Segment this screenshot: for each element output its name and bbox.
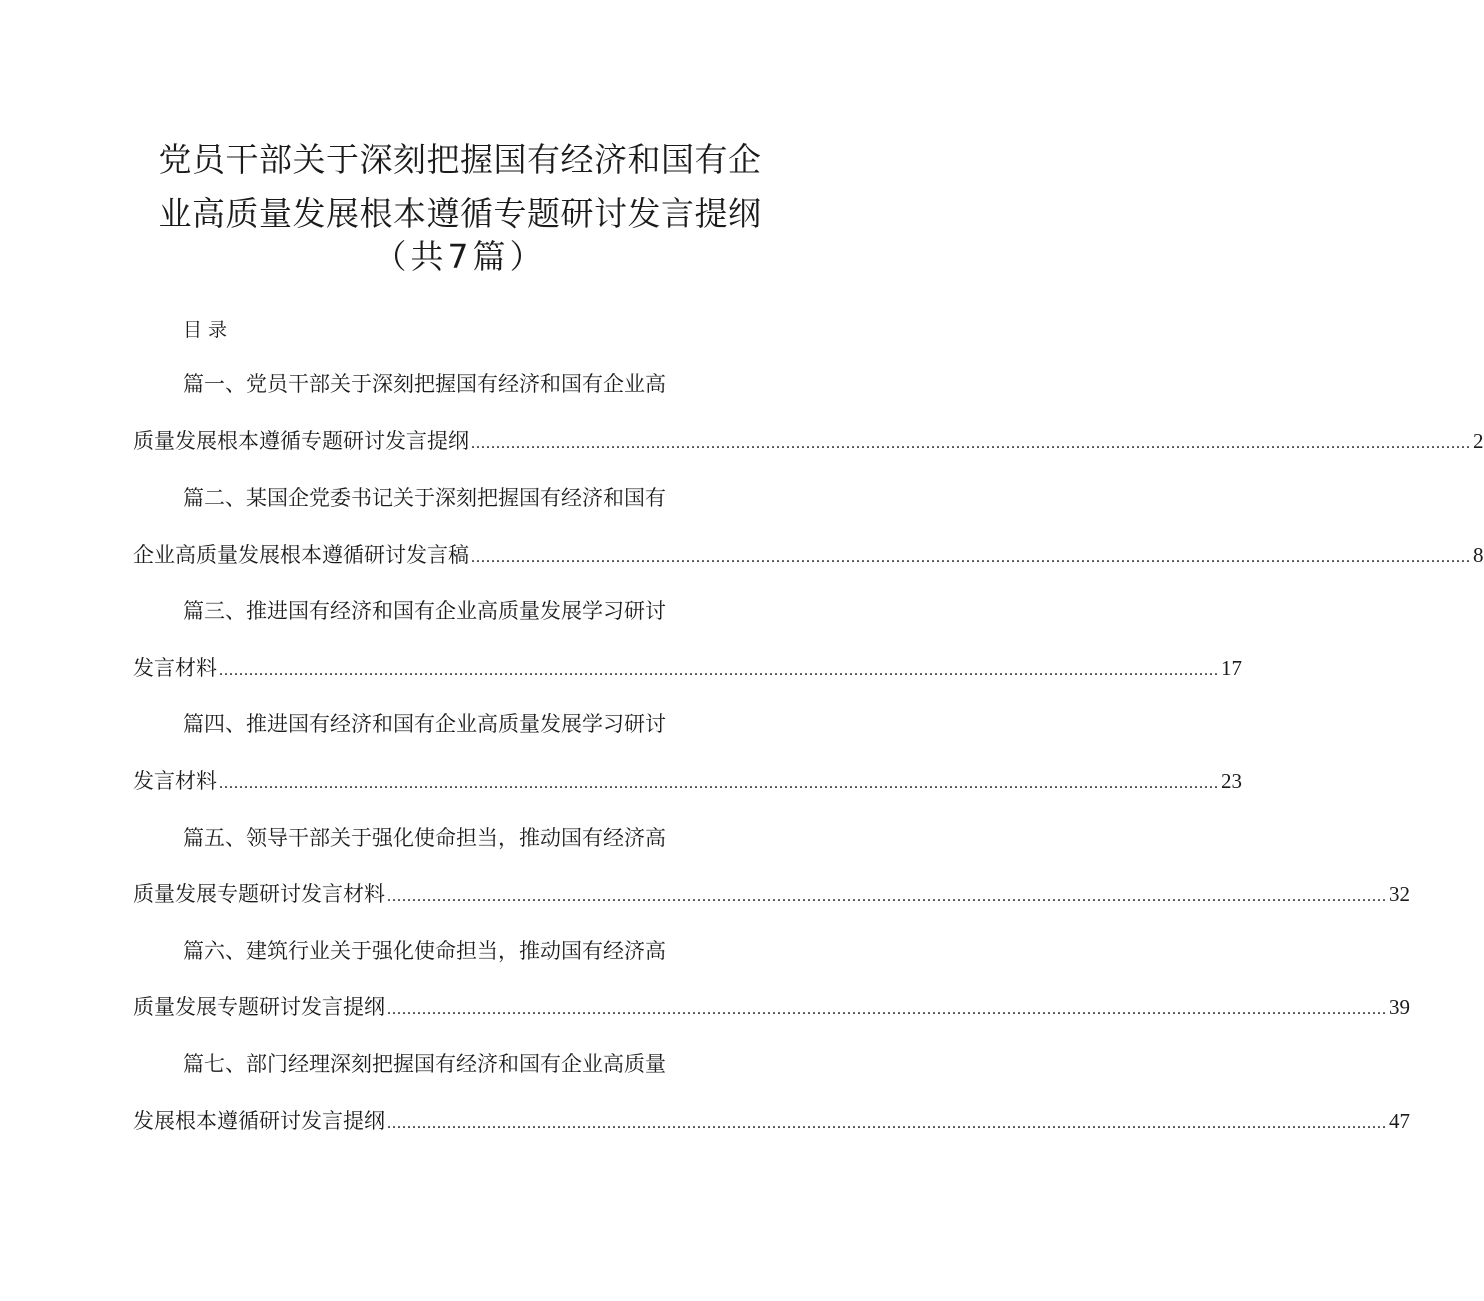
toc-page-number: 17 — [1221, 656, 1242, 680]
toc-entry-text: 发展根本遵循研讨发言提纲 — [133, 1109, 385, 1133]
toc-page-number: 23 — [1221, 769, 1242, 793]
toc-entry-4-continuation[interactable] — [133, 767, 1242, 798]
toc-entry-text: 发言材料 — [133, 656, 217, 680]
toc-entry-4-title[interactable]: 篇四、推进国有经济和国有企业高质量发展学习研讨 — [183, 712, 666, 736]
toc-entry-2-title[interactable]: 篇二、某国企党委书记关于深刻把握国有经济和国有 — [183, 486, 666, 510]
toc-entry-5-title[interactable]: 篇五、领导干部关于强化使命担当，推动国有经济高 — [183, 826, 666, 850]
toc-leader-dots: ........................................................................................................................................................................................................ — [387, 888, 1387, 905]
toc-entry-1-continuation[interactable] — [133, 427, 1484, 458]
toc-page-number: 39 — [1389, 995, 1410, 1019]
toc-entry-text: 发言材料 — [133, 769, 217, 793]
toc-leader-dots: ........................................................................................................................................................................................................ — [387, 1115, 1387, 1132]
toc-entry-7-title[interactable]: 篇七、部门经理深刻把握国有经济和国有企业高质量 — [183, 1052, 666, 1076]
toc-entry-2-continuation[interactable] — [133, 541, 1484, 572]
toc-leader-dots: ........................................................................................................................................................................................................ — [219, 662, 1219, 679]
toc-entry-text: 质量发展根本遵循专题研讨发言提纲 — [133, 429, 469, 453]
toc-entry-3-continuation[interactable] — [133, 654, 1242, 685]
document-title-line-2: 业高质量发展根本遵循专题研讨发言提纲 — [158, 194, 762, 233]
toc-heading: 目录 — [183, 319, 234, 341]
document-title-line-1: 党员干部关于深刻把握国有经济和国有企 — [158, 140, 762, 179]
toc-page-number: 32 — [1389, 882, 1410, 906]
toc-entry-5-continuation[interactable] — [133, 880, 1410, 911]
toc-leader-dots: ........................................................................................................................................................................................................ — [471, 549, 1471, 566]
toc-leader-dots: ........................................................................................................................................................................................................ — [219, 775, 1219, 792]
toc-entry-text: 质量发展专题研讨发言材料 — [133, 882, 385, 906]
toc-leader-dots: ........................................................................................................................................................................................................ — [387, 1001, 1387, 1018]
toc-leader-dots: ........................................................................................................................................................................................................ — [471, 435, 1471, 452]
toc-entry-text: 企业高质量发展根本遵循研讨发言稿 — [133, 543, 469, 567]
toc-page-number: 47 — [1389, 1109, 1410, 1133]
toc-page-number: 8 — [1473, 543, 1484, 567]
toc-page-number: 2 — [1473, 429, 1484, 453]
toc-entry-6-continuation[interactable] — [133, 993, 1410, 1024]
toc-entry-3-title[interactable]: 篇三、推进国有经济和国有企业高质量发展学习研讨 — [183, 599, 666, 623]
toc-entry-text: 质量发展专题研讨发言提纲 — [133, 995, 385, 1019]
toc-entry-6-title[interactable]: 篇六、建筑行业关于强化使命担当，推动国有经济高 — [183, 939, 666, 963]
document-title-line-3: （共7篇） — [373, 237, 547, 276]
toc-entry-1-title[interactable]: 篇一、党员干部关于深刻把握国有经济和国有企业高 — [183, 372, 666, 396]
toc-entry-7-continuation[interactable] — [133, 1107, 1410, 1138]
